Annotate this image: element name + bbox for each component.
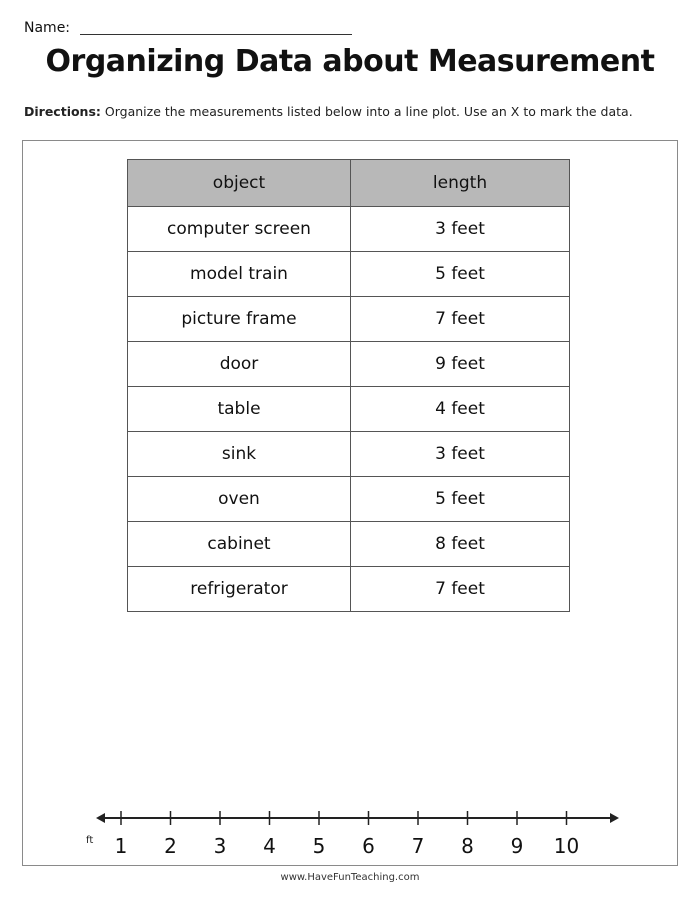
directions-text: Organize the measurements listed below into a line plot. Use an X to mark the data.: [104, 104, 633, 119]
length-cell: 7 feet: [351, 567, 570, 612]
table-row: [128, 477, 570, 522]
table-row: [128, 522, 570, 567]
object-cell: sink: [128, 432, 351, 477]
length-cell: 5 feet: [351, 252, 570, 297]
object-cell: model train: [128, 252, 351, 297]
arrow-left-icon: [96, 813, 105, 823]
table-row: [128, 342, 570, 387]
unit-label: ft: [86, 835, 94, 846]
object-cell: picture frame: [128, 297, 351, 342]
arrow-right-icon: [610, 813, 619, 823]
table-row: [128, 252, 570, 297]
tick-label: 4: [263, 834, 276, 858]
tick-label: 6: [362, 834, 375, 858]
line-plot: [0, 800, 700, 870]
header-object: object: [128, 160, 351, 207]
object-cell: door: [128, 342, 351, 387]
table-body: [128, 207, 570, 612]
tick-label: 8: [461, 834, 474, 858]
object-cell: table: [128, 387, 351, 432]
table-row: [128, 297, 570, 342]
object-cell: cabinet: [128, 522, 351, 567]
table-header-row: [128, 160, 570, 207]
object-cell: computer screen: [128, 207, 351, 252]
tick-label: 1: [114, 834, 128, 858]
table-row: [128, 387, 570, 432]
number-line: [86, 811, 619, 858]
header-length: length: [351, 160, 570, 207]
length-cell: 8 feet: [351, 522, 570, 567]
measurement-table: [127, 159, 570, 612]
table-row: [128, 207, 570, 252]
tick-label: 3: [213, 834, 227, 858]
object-cell: oven: [128, 477, 351, 522]
directions: [24, 104, 684, 119]
table-row: [128, 567, 570, 612]
object-cell: refrigerator: [128, 567, 351, 612]
page-title: Organizing Data about Measurement: [45, 44, 655, 79]
length-cell: 7 feet: [351, 297, 570, 342]
tick-label: 2: [164, 834, 177, 858]
table-row: [128, 432, 570, 477]
tick-label: 10: [553, 834, 580, 858]
length-cell: 4 feet: [351, 387, 570, 432]
length-cell: 9 feet: [351, 342, 570, 387]
name-label: Name:: [24, 20, 71, 36]
length-cell: 5 feet: [351, 477, 570, 522]
tick-label: 7: [411, 834, 425, 858]
length-cell: 3 feet: [351, 432, 570, 477]
name-field: [24, 20, 354, 38]
tick-label: 5: [312, 834, 326, 858]
name-line[interactable]: [80, 34, 352, 35]
footer-url: www.HaveFunTeaching.com: [280, 872, 420, 883]
directions-label: Directions:: [24, 104, 101, 119]
tick-label: 9: [510, 834, 524, 858]
length-cell: 3 feet: [351, 207, 570, 252]
